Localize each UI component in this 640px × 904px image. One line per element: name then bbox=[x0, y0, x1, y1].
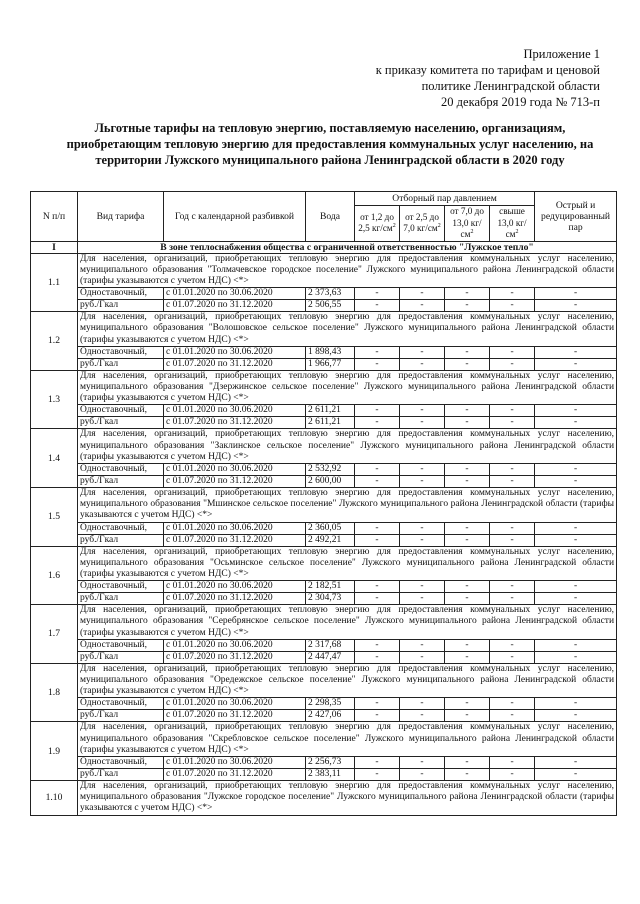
section-row bbox=[31, 312, 617, 347]
empty-value: - bbox=[445, 346, 490, 358]
empty-value: - bbox=[535, 288, 617, 300]
tariff-type: руб./Гкал bbox=[78, 710, 164, 722]
empty-value: - bbox=[400, 405, 445, 417]
section-row bbox=[31, 605, 617, 640]
tariff-type: Одноставочный, bbox=[78, 346, 164, 358]
empty-value: - bbox=[400, 288, 445, 300]
empty-value: - bbox=[355, 288, 400, 300]
empty-value: - bbox=[490, 534, 535, 546]
zone-num: I bbox=[31, 241, 78, 253]
water-value: 2 611,21 bbox=[306, 405, 355, 417]
empty-value: - bbox=[535, 651, 617, 663]
empty-value: - bbox=[535, 639, 617, 651]
empty-value: - bbox=[535, 581, 617, 593]
period: с 01.01.2020 по 30.06.2020 bbox=[164, 522, 306, 534]
appendix-line: политике Ленинградской области bbox=[421, 79, 600, 93]
empty-value: - bbox=[355, 300, 400, 312]
empty-value: - bbox=[490, 358, 535, 370]
empty-value: - bbox=[490, 463, 535, 475]
section-description: Для населения, организаций, приобретающих тепловую энергию для предоставления коммунальных услуг населению, муниципального образования "Лужское городское поселение" Лужского муниципального района Ленинградской области (тарифы указываются с учетом НДС) <*> bbox=[78, 780, 617, 815]
empty-value: - bbox=[400, 581, 445, 593]
empty-value: - bbox=[355, 756, 400, 768]
empty-value: - bbox=[535, 463, 617, 475]
empty-value: - bbox=[400, 463, 445, 475]
period: с 01.07.2020 по 31.12.2020 bbox=[164, 768, 306, 780]
empty-value: - bbox=[400, 475, 445, 487]
section-description: Для населения, организаций, приобретающих тепловую энергию для предоставления коммунальных услуг населению, муниципального образования "Скребловское сельское поселение" Лужского муниципального района Ленинградской области (тарифы указываются с учетом НДС) <*> bbox=[78, 722, 617, 757]
title-line: Льготные тарифы на тепловую энергию, поставляемую населению, организациям, bbox=[94, 121, 566, 135]
document-title bbox=[60, 120, 600, 168]
zone-row bbox=[31, 241, 617, 253]
header-steam-3: от 7,0 до 13,0 $кг/см^2$ bbox=[445, 206, 490, 242]
period: с 01.01.2020 по 30.06.2020 bbox=[164, 581, 306, 593]
empty-value: - bbox=[445, 300, 490, 312]
appendix-line: Приложение 1 bbox=[523, 47, 600, 61]
rate-row bbox=[31, 639, 617, 651]
empty-value: - bbox=[535, 522, 617, 534]
empty-value: - bbox=[355, 475, 400, 487]
empty-value: - bbox=[400, 346, 445, 358]
empty-value: - bbox=[445, 288, 490, 300]
empty-value: - bbox=[490, 288, 535, 300]
section-description: Для населения, организаций, приобретающих тепловую энергию для предоставления коммунальных услуг населению, муниципального образования "Толмачевское городское поселение" Лужского муниципального района Ленинградской области (тарифы указываются с учетом НДС) <*> bbox=[78, 253, 617, 288]
section-num: 1.10 bbox=[31, 780, 78, 815]
section-num: 1.6 bbox=[31, 546, 78, 605]
title-line: территории Лужского муниципального района Ленинградской области в 2020 году bbox=[95, 153, 565, 167]
empty-value: - bbox=[400, 698, 445, 710]
empty-value: - bbox=[490, 581, 535, 593]
empty-value: - bbox=[400, 639, 445, 651]
section-description: Для населения, организаций, приобретающих тепловую энергию для предоставления коммунальных услуг населению, муниципального образования "Заклинское сельское поселение" Лужского муниципального района Ленинградской области (тарифы указываются с учетом НДС) <*> bbox=[78, 429, 617, 464]
empty-value: - bbox=[355, 358, 400, 370]
period: с 01.07.2020 по 31.12.2020 bbox=[164, 475, 306, 487]
rate-row bbox=[31, 417, 617, 429]
empty-value: - bbox=[445, 639, 490, 651]
water-value: 2 304,73 bbox=[306, 593, 355, 605]
empty-value: - bbox=[355, 405, 400, 417]
header-steam-group: Отборный пар давлением bbox=[355, 192, 535, 206]
tariff-type: руб./Гкал bbox=[78, 534, 164, 546]
empty-value: - bbox=[400, 417, 445, 429]
water-value: 2 317,68 bbox=[306, 639, 355, 651]
water-value: 2 256,73 bbox=[306, 756, 355, 768]
section-row bbox=[31, 487, 617, 522]
empty-value: - bbox=[400, 300, 445, 312]
tariff-type: руб./Гкал bbox=[78, 593, 164, 605]
empty-value: - bbox=[535, 698, 617, 710]
empty-value: - bbox=[400, 534, 445, 546]
appendix-line: 20 декабря 2019 года № 713-п bbox=[441, 95, 600, 109]
water-value: 2 600,00 bbox=[306, 475, 355, 487]
empty-value: - bbox=[355, 463, 400, 475]
empty-value: - bbox=[445, 698, 490, 710]
section-num: 1.9 bbox=[31, 722, 78, 781]
rate-row bbox=[31, 463, 617, 475]
section-description: Для населения, организаций, приобретающих тепловую энергию для предоставления коммунальных услуг населению, муниципального образования "Волошовское сельское поселение" Лужского муниципального района Ленинградской области (тарифы указываются с учетом НДС) <*> bbox=[78, 312, 617, 347]
empty-value: - bbox=[355, 768, 400, 780]
appendix-header bbox=[340, 46, 600, 110]
period: с 01.07.2020 по 31.12.2020 bbox=[164, 534, 306, 546]
header-sharp-steam: Острый и редуцированный пар bbox=[535, 192, 617, 242]
section-num: 1.3 bbox=[31, 370, 78, 429]
header-steam-1: от 1,2 до 2,5 $кг/см^2$ bbox=[355, 206, 400, 242]
empty-value: - bbox=[355, 651, 400, 663]
empty-value: - bbox=[445, 651, 490, 663]
section-row bbox=[31, 780, 617, 815]
empty-value: - bbox=[535, 300, 617, 312]
empty-value: - bbox=[400, 522, 445, 534]
empty-value: - bbox=[355, 581, 400, 593]
section-row bbox=[31, 429, 617, 464]
water-value: 2 360,05 bbox=[306, 522, 355, 534]
period: с 01.01.2020 по 30.06.2020 bbox=[164, 698, 306, 710]
header-year: Год с календарной разбивкой bbox=[164, 192, 306, 242]
header-water: Вода bbox=[306, 192, 355, 242]
empty-value: - bbox=[445, 581, 490, 593]
period: с 01.07.2020 по 31.12.2020 bbox=[164, 417, 306, 429]
water-value: 2 298,35 bbox=[306, 698, 355, 710]
section-description: Для населения, организаций, приобретающих тепловую энергию для предоставления коммунальных услуг населению, муниципального образования "Мшинское сельское поселение" Лужского муниципального района Ленинградской области (тарифы указываются с учетом НДС) <*> bbox=[78, 487, 617, 522]
empty-value: - bbox=[445, 756, 490, 768]
period: с 01.01.2020 по 30.06.2020 bbox=[164, 346, 306, 358]
empty-value: - bbox=[400, 710, 445, 722]
empty-value: - bbox=[535, 534, 617, 546]
rate-row bbox=[31, 534, 617, 546]
section-num: 1.8 bbox=[31, 663, 78, 722]
header-steam-4: свыше 13,0 $кг/см^2$ bbox=[490, 206, 535, 242]
tariff-type: руб./Гкал bbox=[78, 651, 164, 663]
section-row bbox=[31, 370, 617, 405]
rate-row bbox=[31, 651, 617, 663]
water-value: 2 373,63 bbox=[306, 288, 355, 300]
empty-value: - bbox=[355, 417, 400, 429]
empty-value: - bbox=[355, 639, 400, 651]
section-num: 1.7 bbox=[31, 605, 78, 664]
empty-value: - bbox=[535, 768, 617, 780]
water-value: 1 966,77 bbox=[306, 358, 355, 370]
empty-value: - bbox=[535, 417, 617, 429]
empty-value: - bbox=[490, 651, 535, 663]
rate-row bbox=[31, 475, 617, 487]
empty-value: - bbox=[355, 346, 400, 358]
empty-value: - bbox=[355, 534, 400, 546]
empty-value: - bbox=[490, 475, 535, 487]
rate-row bbox=[31, 756, 617, 768]
water-value: 2 506,55 bbox=[306, 300, 355, 312]
section-description: Для населения, организаций, приобретающих тепловую энергию для предоставления коммунальных услуг населению, муниципального образования "Дзержинское сельское поселение" Лужского муниципального района Ленинградской области (тарифы указываются с учетом НДС) <*> bbox=[78, 370, 617, 405]
water-value: 2 447,47 bbox=[306, 651, 355, 663]
rate-row bbox=[31, 288, 617, 300]
empty-value: - bbox=[400, 593, 445, 605]
section-description: Для населения, организаций, приобретающих тепловую энергию для предоставления коммунальных услуг населению, муниципального образования "Осьминское сельское поселение" Лужского муниципального района Ленинградской области (тарифы указываются с учетом НДС) <*> bbox=[78, 546, 617, 581]
appendix-line: к приказу комитета по тарифам и ценовой bbox=[375, 63, 600, 77]
tariff-type: руб./Гкал bbox=[78, 300, 164, 312]
rate-row bbox=[31, 358, 617, 370]
empty-value: - bbox=[490, 522, 535, 534]
empty-value: - bbox=[445, 417, 490, 429]
empty-value: - bbox=[535, 593, 617, 605]
empty-value: - bbox=[400, 768, 445, 780]
empty-value: - bbox=[445, 522, 490, 534]
empty-value: - bbox=[490, 300, 535, 312]
tariff-type: Одноставочный, bbox=[78, 522, 164, 534]
section-row bbox=[31, 722, 617, 757]
empty-value: - bbox=[535, 710, 617, 722]
rate-row bbox=[31, 522, 617, 534]
empty-value: - bbox=[535, 358, 617, 370]
tariff-type: Одноставочный, bbox=[78, 639, 164, 651]
title-line: приобретающим тепловую энергию для предоставления коммунальных услуг населению, на bbox=[66, 137, 594, 151]
period: с 01.07.2020 по 31.12.2020 bbox=[164, 593, 306, 605]
water-value: 2 182,51 bbox=[306, 581, 355, 593]
empty-value: - bbox=[445, 358, 490, 370]
empty-value: - bbox=[535, 475, 617, 487]
section-description: Для населения, организаций, приобретающих тепловую энергию для предоставления коммунальных услуг населению, муниципального образования "Оредежское сельское поселение" Лужского муниципального района Ленинградской области (тарифы указываются с учетом НДС) <*> bbox=[78, 663, 617, 698]
header-type: Вид тарифа bbox=[78, 192, 164, 242]
empty-value: - bbox=[445, 534, 490, 546]
rate-row bbox=[31, 710, 617, 722]
section-row bbox=[31, 253, 617, 288]
empty-value: - bbox=[355, 522, 400, 534]
empty-value: - bbox=[490, 710, 535, 722]
rate-row bbox=[31, 300, 617, 312]
section-num: 1.2 bbox=[31, 312, 78, 371]
period: с 01.01.2020 по 30.06.2020 bbox=[164, 288, 306, 300]
rate-row bbox=[31, 593, 617, 605]
empty-value: - bbox=[445, 593, 490, 605]
period: с 01.07.2020 по 31.12.2020 bbox=[164, 651, 306, 663]
header-num: N п/п bbox=[31, 192, 78, 242]
rate-row bbox=[31, 698, 617, 710]
tariff-type: руб./Гкал bbox=[78, 768, 164, 780]
empty-value: - bbox=[400, 756, 445, 768]
section-row bbox=[31, 546, 617, 581]
empty-value: - bbox=[355, 593, 400, 605]
empty-value: - bbox=[535, 405, 617, 417]
tariff-type: руб./Гкал bbox=[78, 358, 164, 370]
empty-value: - bbox=[400, 358, 445, 370]
section-num: 1.4 bbox=[31, 429, 78, 488]
empty-value: - bbox=[490, 593, 535, 605]
empty-value: - bbox=[445, 768, 490, 780]
period: с 01.01.2020 по 30.06.2020 bbox=[164, 639, 306, 651]
rate-row bbox=[31, 346, 617, 358]
period: с 01.07.2020 по 31.12.2020 bbox=[164, 358, 306, 370]
water-value: 1 898,43 bbox=[306, 346, 355, 358]
period: с 01.01.2020 по 30.06.2020 bbox=[164, 405, 306, 417]
tariff-type: Одноставочный, bbox=[78, 698, 164, 710]
empty-value: - bbox=[535, 346, 617, 358]
rate-row bbox=[31, 405, 617, 417]
section-description: Для населения, организаций, приобретающих тепловую энергию для предоставления коммунальных услуг населению, муниципального образования "Серебрянское сельское поселение" Лужского муниципального района Ленинградской области (тарифы указываются с учетом НДС) <*> bbox=[78, 605, 617, 640]
empty-value: - bbox=[445, 475, 490, 487]
empty-value: - bbox=[445, 405, 490, 417]
tariff-type: руб./Гкал bbox=[78, 417, 164, 429]
empty-value: - bbox=[490, 756, 535, 768]
tariff-type: Одноставочный, bbox=[78, 463, 164, 475]
period: с 01.07.2020 по 31.12.2020 bbox=[164, 300, 306, 312]
period: с 01.01.2020 по 30.06.2020 bbox=[164, 463, 306, 475]
empty-value: - bbox=[490, 698, 535, 710]
empty-value: - bbox=[490, 405, 535, 417]
tariff-type: Одноставочный, bbox=[78, 405, 164, 417]
tariff-type: Одноставочный, bbox=[78, 581, 164, 593]
rate-row bbox=[31, 768, 617, 780]
empty-value: - bbox=[400, 651, 445, 663]
empty-value: - bbox=[490, 639, 535, 651]
tariff-type: руб./Гкал bbox=[78, 475, 164, 487]
period: с 01.01.2020 по 30.06.2020 bbox=[164, 756, 306, 768]
empty-value: - bbox=[445, 463, 490, 475]
tariff-type: Одноставочный, bbox=[78, 288, 164, 300]
empty-value: - bbox=[355, 710, 400, 722]
water-value: 2 532,92 bbox=[306, 463, 355, 475]
tariff-table bbox=[30, 191, 617, 816]
empty-value: - bbox=[490, 417, 535, 429]
rate-row bbox=[31, 581, 617, 593]
empty-value: - bbox=[535, 756, 617, 768]
water-value: 2 611,21 bbox=[306, 417, 355, 429]
empty-value: - bbox=[490, 346, 535, 358]
section-row bbox=[31, 663, 617, 698]
period: с 01.07.2020 по 31.12.2020 bbox=[164, 710, 306, 722]
section-num: 1.5 bbox=[31, 487, 78, 546]
empty-value: - bbox=[490, 768, 535, 780]
empty-value: - bbox=[355, 698, 400, 710]
zone-title: В зоне теплоснабжения общества с ограниченной ответственностью "Лужское тепло" bbox=[78, 241, 617, 253]
empty-value: - bbox=[445, 710, 490, 722]
header-steam-2: от 2,5 до 7,0 $кг/см^2$ bbox=[400, 206, 445, 242]
water-value: 2 383,11 bbox=[306, 768, 355, 780]
section-num: 1.1 bbox=[31, 253, 78, 312]
water-value: 2 492,21 bbox=[306, 534, 355, 546]
water-value: 2 427,06 bbox=[306, 710, 355, 722]
tariff-type: Одноставочный, bbox=[78, 756, 164, 768]
